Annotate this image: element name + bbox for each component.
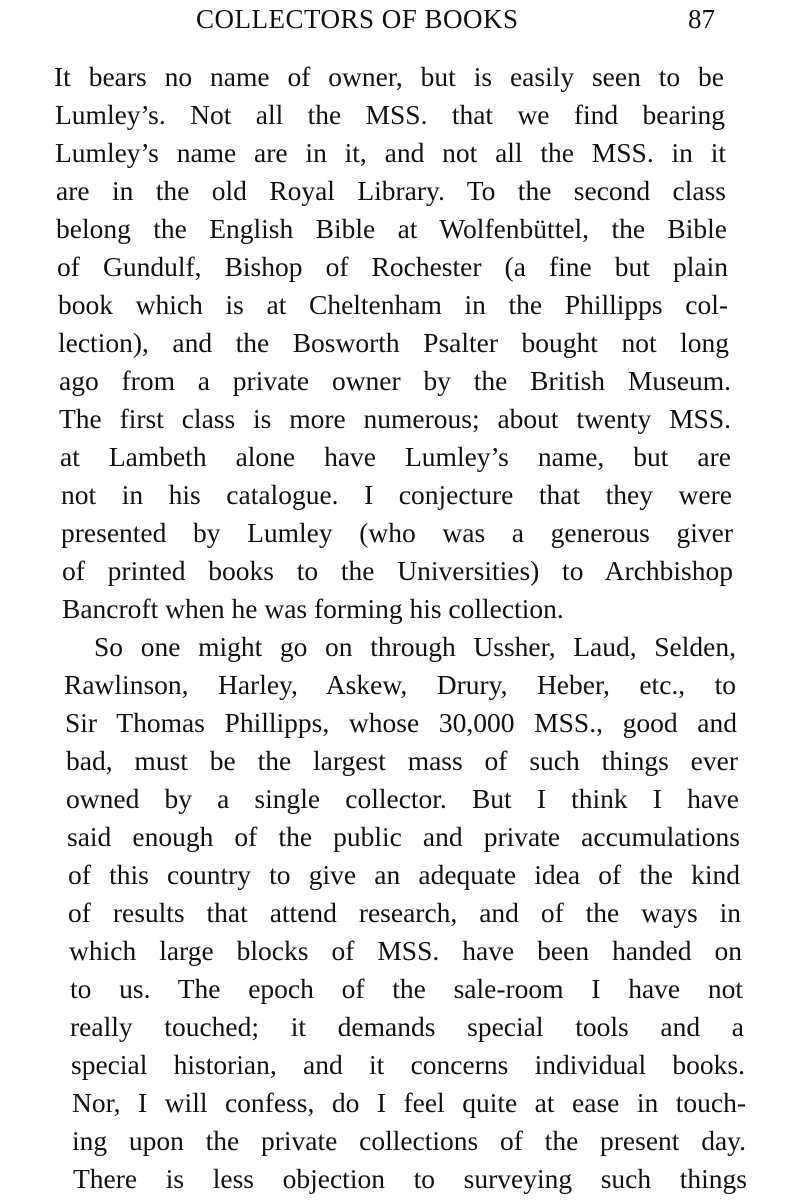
running-head-title: COLLECTORS OF BOOKS xyxy=(196,4,519,34)
text-line: lection), and the Bosworth Psalter bought not long xyxy=(58,327,729,358)
running-head xyxy=(0,4,786,40)
text-line: ing upon the private collections of the present day. xyxy=(72,1125,746,1156)
text-line: really touched; it demands special tools and a xyxy=(70,1011,744,1042)
text-line: So one might go on through Ussher, Laud, Selden, xyxy=(94,631,736,662)
text-line: are in the old Royal Library. To the second class xyxy=(56,175,726,206)
text-line: of Gundulf, Bishop of Rochester (a fine but plain xyxy=(57,251,728,282)
text-line: book which is at Cheltenham in the Phillipps col- xyxy=(58,289,728,320)
text-line: There is less objection to surveying such things xyxy=(73,1163,747,1194)
text-line: The first class is more numerous; about twenty MSS. xyxy=(59,403,731,434)
text-line: Sir Thomas Phillipps, whose 30,000 MSS., good and xyxy=(65,707,737,738)
text-line: not in his catalogue. I conjecture that they were xyxy=(61,479,732,510)
text-line: Bancroft when he was forming his collection. xyxy=(62,593,564,624)
text-line: of this country to give an adequate idea of the kind xyxy=(68,859,740,890)
text-line: to us. The epoch of the sale-room I have not xyxy=(70,973,743,1004)
text-line: at Lambeth alone have Lumley’s name, but are xyxy=(60,441,731,472)
text-line: belong the English Bible at Wolfenbüttel, the Bible xyxy=(56,213,727,244)
text-line: special historian, and it concerns individual books. xyxy=(71,1049,745,1080)
text-line: of printed books to the Universities) to Archbishop xyxy=(62,555,733,586)
text-line: Lumley’s. Not all the MSS. that we find bearing xyxy=(55,99,725,130)
text-line: presented by Lumley (who was a generous giver xyxy=(61,517,733,548)
text-line: said enough of the public and private accumulations xyxy=(67,821,740,852)
text-line: owned by a single collector. But I think I have xyxy=(66,783,739,814)
text-line: Rawlinson, Harley, Askew, Drury, Heber, etc., to xyxy=(64,669,736,700)
text-line: of results that attend research, and of the ways in xyxy=(68,897,741,928)
text-line: bad, must be the largest mass of such things ever xyxy=(66,745,738,776)
text-line: ago from a private owner by the British Museum. xyxy=(59,365,731,396)
text-line: It bears no name of owner, but is easily seen to be xyxy=(54,61,724,92)
page-number: 87 xyxy=(688,4,715,34)
text-line: Lumley’s name are in it, and not all the MSS. in it xyxy=(55,137,726,168)
text-line: which large blocks of MSS. have been handed on xyxy=(69,935,742,966)
text-line: Nor, I will confess, do I feel quite at ease in touch- xyxy=(72,1087,746,1118)
